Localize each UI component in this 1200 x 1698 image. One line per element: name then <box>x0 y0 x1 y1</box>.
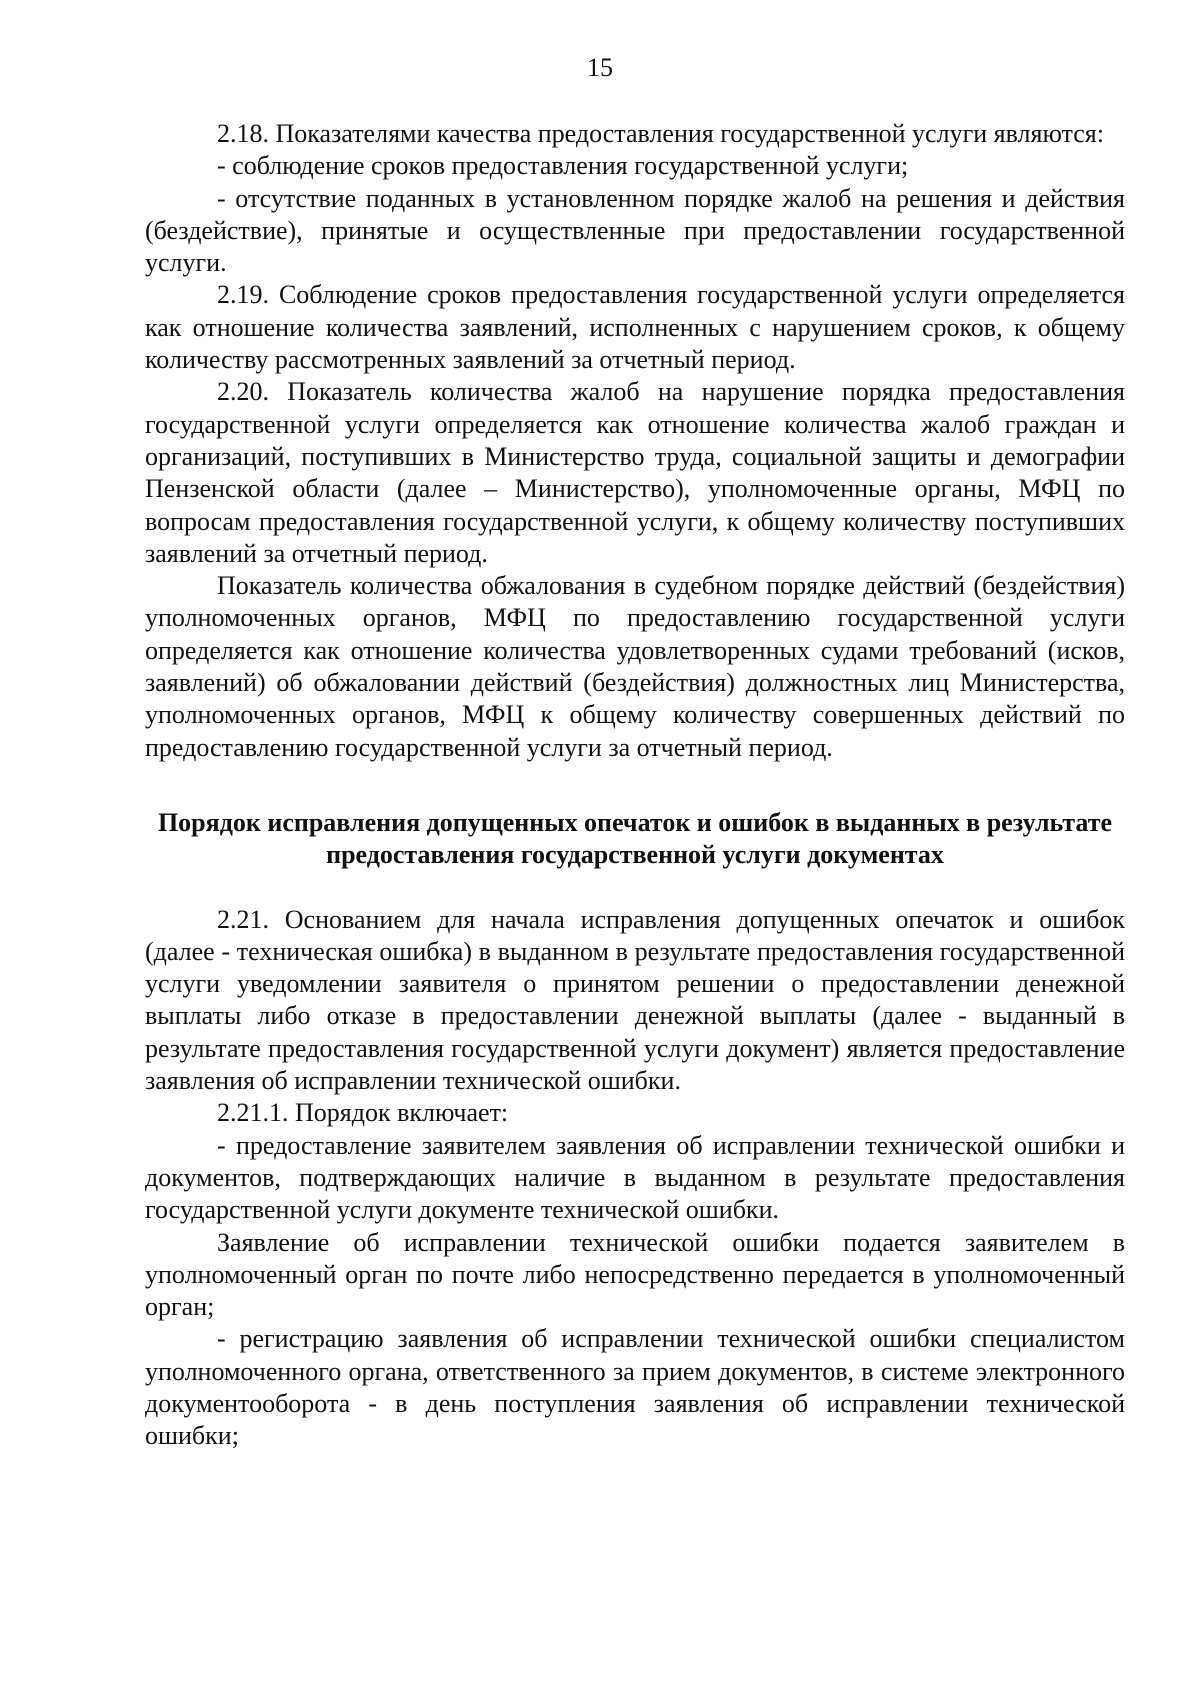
paragraph-2-19: 2.19. Соблюдение сроков предоставления государственной услуги определяется как отношение количества заявлений, исполненных с нарушением сроков, к общему количеству рассмотренных заявлений за отчетный период. <box>145 280 1125 375</box>
paragraph-court-indicator: Показатель количества обжалования в судебном порядке действий (бездействия) уполномоченных органов, МФЦ по предоставлению государственной услуги определяется как отношение количества удовлетворенных судами требований (исков, заявлений) об обжаловании действий (бездействия) должностных лиц Министерства, уполномоченных органов, МФЦ к общему количеству совершенных действий по предоставлению государственной услуги за отчетный период. <box>145 571 1125 762</box>
paragraph-registration-item: - регистрацию заявления об исправлении технической ошибки специалистом уполномоченного органа, ответственного за прием документов, в системе электронного документооборота - в день поступления заявления об исправлении технической ошибки; <box>145 1324 1125 1451</box>
paragraph-application-delivery: Заявление об исправлении технической ошибки подается заявителем в уполномоченный орган по почте либо непосредственно передается в уполномоченный орган; <box>145 1227 1125 1322</box>
paragraph-deadlines-item: - соблюдение сроков предоставления государственной услуги; <box>217 151 909 181</box>
document-body <box>145 118 1125 1453</box>
page-number: 15 <box>587 53 613 82</box>
paragraph-2-18: 2.18. Показателями качества предоставления государственной услуги являются: <box>217 119 1104 148</box>
section-heading: Порядок исправления допущенных опечаток и ошибок в выданных в результате предоставления государственной услуги документах <box>157 807 1113 870</box>
paragraph-complaints-item: - отсутствие поданных в установленном порядке жалоб на решения и действия (бездействие), принятые и осуществленные при предоставлении государственной услуги. <box>145 183 1125 278</box>
paragraph-2-21-1: 2.21.1. Порядок включает: <box>217 1098 509 1128</box>
paragraph-2-20: 2.20. Показатель количества жалоб на нарушение порядка предоставления государственной услуги определяется как отношение количества жалоб граждан и организаций, поступивших в Министерство труда, социальной защиты и демографии Пензенской области (далее – Министерство), уполномоченные органы, МФЦ по вопросам предоставления государственной услуги, к общему количеству поступивших заявлений за отчетный период. <box>145 377 1125 568</box>
paragraph-submission-item: - предоставление заявителем заявления об исправлении технической ошибки и документов, подтверждающих наличие в выданном в результате предоставления государственной услуги документе технической ошибки. <box>145 1130 1125 1225</box>
paragraph-2-21: 2.21. Основанием для начала исправления допущенных опечаток и ошибок (далее - техническая ошибка) в выданном в результате предоставления государственной услуги уведомлении заявителя о принятом решении о предоставлении денежной выплаты либо отказе в предоставлении денежной выплаты (далее - выданный в результате предоставления государственной услуги документ) является предоставление заявления об исправлении технической ошибки. <box>145 904 1125 1096</box>
